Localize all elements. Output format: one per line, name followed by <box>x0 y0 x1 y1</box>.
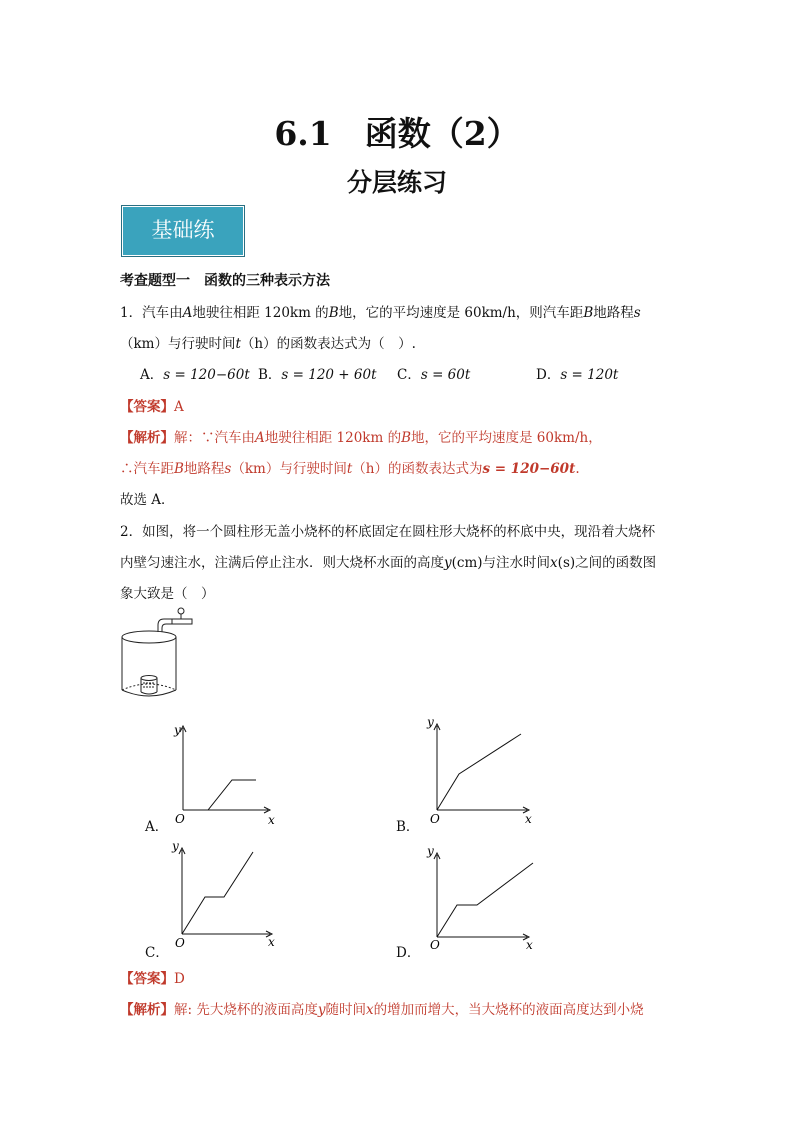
graph-c-x-label: x <box>268 935 275 949</box>
graph-a-y-label: y <box>174 723 181 737</box>
graph-c-curve <box>182 852 253 934</box>
graph-b-y-label: y <box>427 715 434 729</box>
graph-d-origin: O <box>430 938 440 952</box>
q2-answer: 【答案】D <box>120 971 185 987</box>
q1-option-a: A．s = 120−60t <box>140 367 250 383</box>
graph-c <box>160 838 285 953</box>
section-heading: 考查题型一 函数的三种表示方法 <box>120 273 330 289</box>
q1-option-c: C．s = 60t <box>397 367 471 383</box>
q2-line1: 2．如图，将一个圆柱形无盖小烧杯的杯底固定在圆柱形大烧杯的杯底中央，现沿着大烧杯 <box>120 524 656 540</box>
level-badge: 基础练 <box>121 205 245 257</box>
graph-a-x-label: x <box>268 813 275 827</box>
graph-d-label: D． <box>396 945 421 961</box>
q1-option-d: D．s = 120t <box>536 367 619 383</box>
graph-d-curve <box>437 863 533 937</box>
graph-d <box>415 843 540 953</box>
q1-analysis-line2: ∴汽车距B地路程s（km）与行驶时间t（h）的函数表达式为s = 120−60t. <box>120 461 580 477</box>
q1-answer: 【答案】A <box>120 399 184 415</box>
graph-b-curve <box>437 734 521 810</box>
q1-conclusion: 故选 A． <box>120 492 175 508</box>
page-title: 6.1 函数（2） <box>274 114 520 153</box>
graph-d-x-label: x <box>526 938 533 952</box>
q1-line1: 1．汽车由A地驶往相距 120km 的B地，它的平均速度是 60km/h，则汽车距B地路程s <box>120 305 641 321</box>
page-subtitle: 分层练习 <box>346 168 447 197</box>
graph-b-label: B． <box>396 819 420 835</box>
graph-b <box>415 712 540 828</box>
graph-d-y-label: y <box>427 844 434 858</box>
graph-a <box>160 718 280 828</box>
graph-c-origin: O <box>175 936 185 950</box>
q1-option-b: B．s = 120 + 60t <box>258 367 377 383</box>
q1-line2: （km）与行驶时间t（h）的函数表达式为（ ）. <box>120 336 416 352</box>
graph-c-label: C． <box>145 945 169 961</box>
q1-analysis-line1: 【解析】解：∵汽车由A地驶往相距 120km 的B地，它的平均速度是 60km/h， <box>120 430 602 446</box>
beaker-illustration <box>112 606 202 706</box>
q2-analysis: 【解析】解: 先大烧杯的液面高度y随时间x的增加而增大，当大烧杯的液面高度达到小烧 <box>120 1002 644 1018</box>
q2-line2: 内壁匀速注水，注满后停止注水．则大烧杯水面的高度y(cm)与注水时间x(s)之间的函数图 <box>120 555 657 571</box>
graph-a-curve <box>183 780 256 810</box>
graph-c-y-label: y <box>172 839 179 853</box>
graph-a-label: A． <box>145 819 169 835</box>
graph-a-origin: O <box>175 812 185 826</box>
graph-b-x-label: x <box>525 812 532 826</box>
graph-b-origin: O <box>430 812 440 826</box>
q2-line3: 象大致是（ ） <box>120 586 215 602</box>
